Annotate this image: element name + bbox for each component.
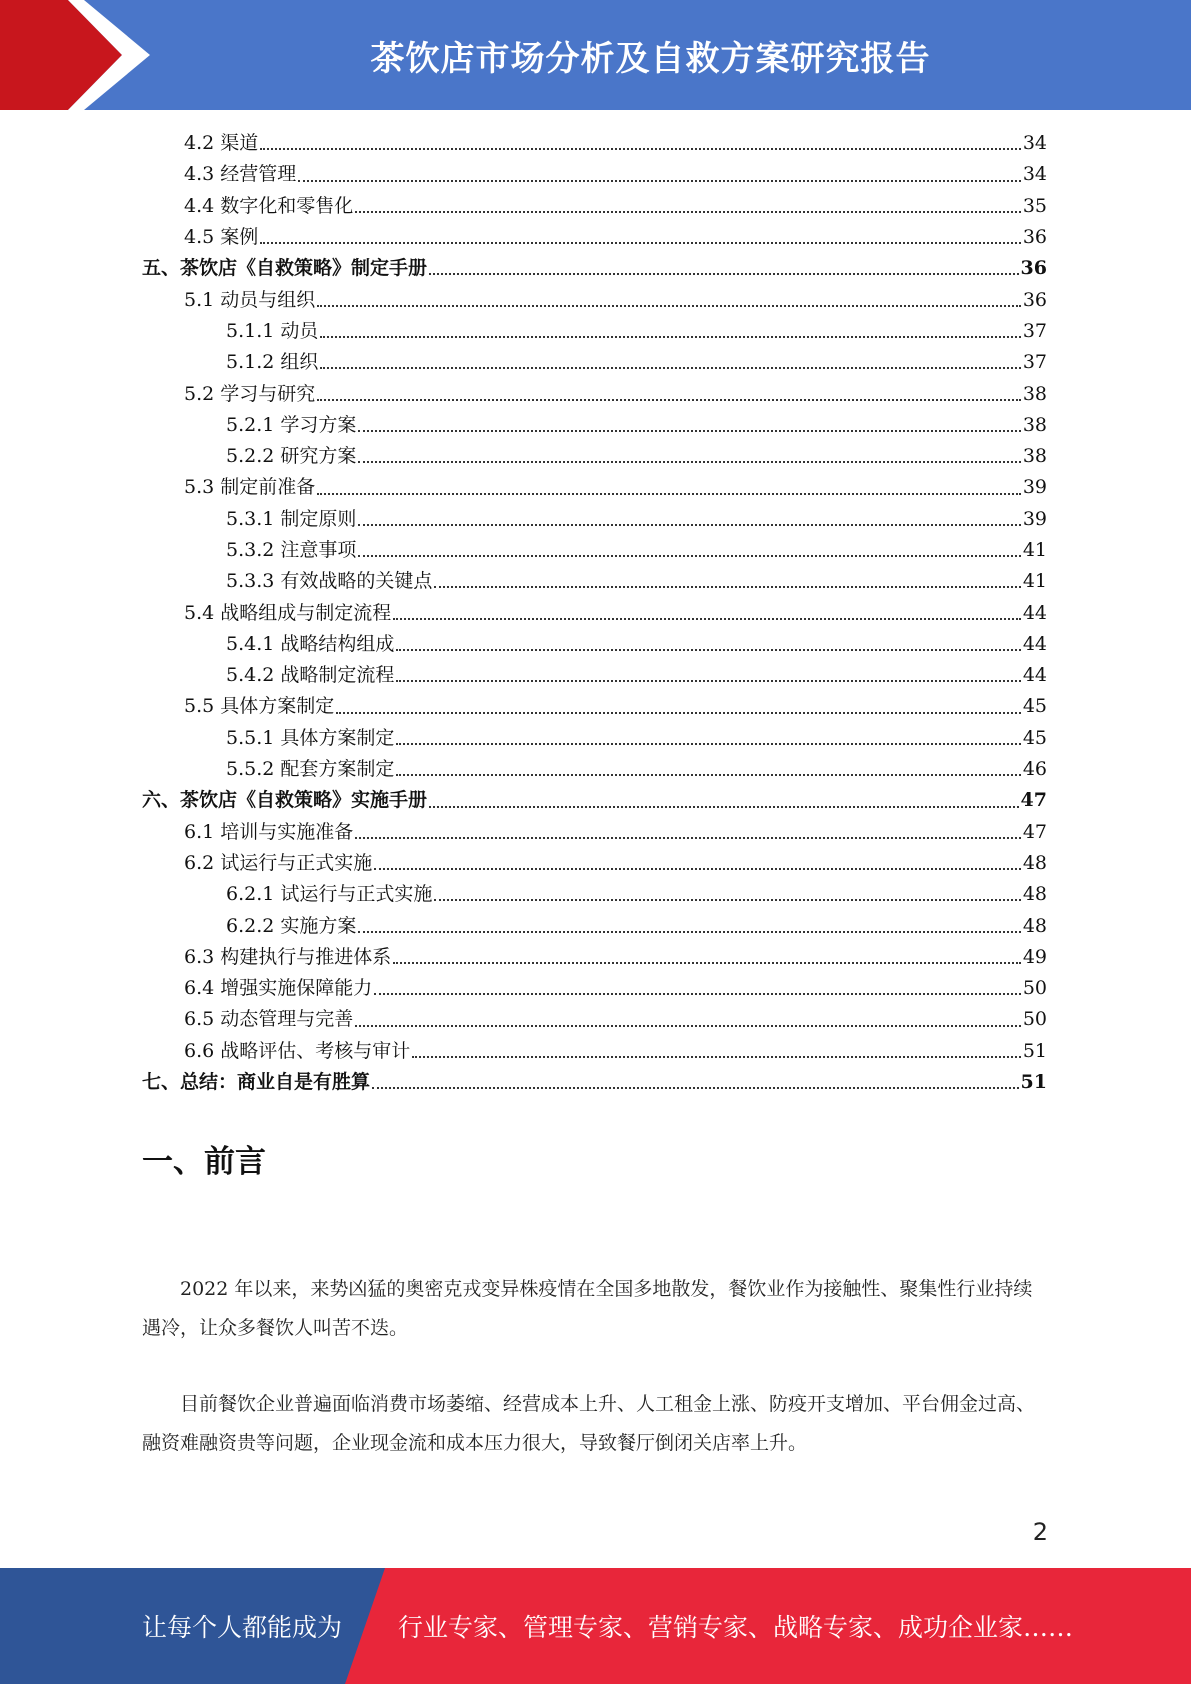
toc-entry-page: 45 [1022,695,1047,718]
toc-entry-label: 5.5 具体方案制定 [184,695,335,718]
toc-entry-label: 5.3 制定前准备 [184,476,316,499]
toc-entry-page: 46 [1022,758,1047,781]
section-heading: 一、前言 [142,1144,266,1180]
toc-entry[interactable] [142,754,1047,785]
toc-dot-leader [317,493,1021,495]
toc-entry-page: 36 [1022,288,1047,311]
toc-entry-label: 4.4 数字化和零售化 [184,194,354,217]
toc-entry[interactable] [142,973,1047,1004]
toc-entry[interactable] [142,848,1047,879]
toc-entry-label: 5.2.1 学习方案 [226,413,357,436]
toc-entry-label: 4.3 经营管理 [184,163,297,186]
toc-entry-label: 五、茶饮店《自救策略》制定手册 [142,257,428,280]
toc-entry[interactable] [142,378,1047,409]
toc-dot-leader [396,743,1020,745]
toc-entry-page: 39 [1022,507,1047,530]
toc-entry[interactable] [142,191,1047,222]
toc-entry-page: 39 [1022,476,1047,499]
toc-entry-page: 51 [1022,1039,1047,1062]
toc-entry-label: 6.2 试运行与正式实施 [184,851,373,874]
toc-entry[interactable] [142,723,1047,754]
toc-entry[interactable] [142,629,1047,660]
toc-entry[interactable] [142,910,1047,941]
header-arrow-decoration [0,0,150,110]
toc-dot-leader [320,336,1020,338]
toc-entry-page: 48 [1022,914,1047,937]
toc-entry-label: 4.5 案例 [184,226,259,249]
toc-entry[interactable] [142,691,1047,722]
toc-entry-page: 50 [1022,1008,1047,1031]
toc-dot-leader [396,680,1020,682]
toc-entry-label: 5.4 战略组成与制定流程 [184,601,392,624]
toc-dot-leader [355,837,1021,839]
toc-entry-page: 50 [1022,977,1047,1000]
toc-entry[interactable] [142,410,1047,441]
toc-entry[interactable] [142,535,1047,566]
toc-entry-label: 6.5 动态管理与完善 [184,1008,354,1031]
page-footer [0,1568,1191,1684]
toc-entry-page: 44 [1022,664,1047,687]
toc-entry-page: 44 [1022,601,1047,624]
toc-entry-label: 5.3.1 制定原则 [226,507,357,530]
toc-entry[interactable] [142,316,1047,347]
toc-dot-leader [393,962,1021,964]
toc-entry[interactable] [142,942,1047,973]
toc-entry-label: 6.2.2 实施方案 [226,914,357,937]
toc-entry-label: 5.2 学习与研究 [184,382,316,405]
toc-dot-leader [434,586,1020,588]
document-title: 茶饮店市场分析及自救方案研究报告 [370,38,931,79]
toc-entry-page: 49 [1022,945,1047,968]
toc-entry-page: 34 [1022,132,1047,155]
toc-entry-label: 5.5.2 配套方案制定 [226,758,395,781]
toc-entry-label: 5.4.2 战略制定流程 [226,664,395,687]
toc-dot-leader [434,899,1020,901]
toc-dot-leader [320,367,1020,369]
toc-entry-page: 41 [1022,539,1047,561]
toc-dot-leader [298,180,1021,182]
toc-entry-page: 36 [1022,226,1047,249]
toc-dot-leader [358,430,1020,432]
toc-dot-leader [429,273,1019,275]
toc-entry-page: 48 [1022,883,1047,906]
toc-dot-leader [336,712,1021,714]
toc-entry-page: 51 [1020,1071,1047,1094]
toc-entry-page: 36 [1020,257,1047,280]
toc-entry-page: 48 [1022,851,1047,874]
toc-entry[interactable] [142,597,1047,628]
toc-entry-label: 6.1 培训与实施准备 [184,820,354,843]
toc-entry[interactable] [142,660,1047,691]
toc-dot-leader [372,1087,1019,1089]
toc-entry-page: 38 [1022,413,1047,436]
toc-dot-leader [374,868,1021,870]
toc-entry[interactable] [142,785,1047,816]
body-paragraph-2: 目前餐饮企业普遍面临消费市场萎缩、经营成本上升、人工租金上涨、防疫开支增加、平台佣金过高、融资难融资贵等问题，企业现金流和成本压力很大，导致餐厅倒闭关店率上升。 [142,1393,1036,1454]
toc-entry-label: 5.1.1 动员 [226,319,319,342]
toc-dot-leader [374,993,1021,995]
toc-dot-leader [317,305,1021,307]
toc-entry-label: 4.2 渠道 [184,132,259,155]
toc-entry[interactable] [142,284,1047,315]
toc-entry-label: 6.4 增强实施保障能力 [184,977,373,1000]
toc-dot-leader [396,774,1020,776]
toc-entry[interactable] [142,1036,1047,1067]
toc-entry[interactable] [142,159,1047,190]
page-number: 2 [1032,1518,1048,1546]
toc-entry-page: 47 [1020,789,1047,812]
toc-entry-page: 45 [1022,726,1047,749]
toc-entry-label: 5.5.1 具体方案制定 [226,726,395,749]
footer-slogan-left: 让每个人都能成为 [142,1613,343,1642]
toc-entry[interactable] [142,222,1047,253]
toc-entry[interactable] [142,441,1047,472]
toc-entry-label: 5.1.2 组织 [226,351,319,374]
toc-entry-label: 5.3.2 注意事项 [226,539,357,561]
toc-entry-label: 六、茶饮店《自救策略》实施手册 [142,789,428,812]
toc-entry-page: 44 [1022,632,1047,655]
toc-entry-page: 41 [1022,570,1047,593]
toc-entry-label: 6.3 构建执行与推进体系 [184,945,392,968]
toc-entry-page: 35 [1022,194,1047,217]
toc-entry-page: 37 [1022,351,1047,374]
toc-entry-label: 5.3.3 有效战略的关键点 [226,570,433,593]
toc-entry-label: 5.1 动员与组织 [184,288,316,311]
toc-entry-page: 34 [1022,163,1047,186]
table-of-contents [142,128,1047,1098]
toc-entry[interactable] [142,347,1047,378]
footer-slogan-right: 行业专家、管理专家、营销专家、战略专家、成功企业家…… [398,1613,1074,1642]
toc-dot-leader [393,618,1021,620]
toc-entry[interactable] [142,504,1047,535]
toc-dot-leader [429,806,1019,808]
toc-entry-label: 5.2.2 研究方案 [226,445,357,468]
toc-dot-leader [358,555,1020,557]
toc-dot-leader [412,1056,1021,1058]
page-header [0,0,1191,110]
toc-entry-page: 37 [1022,319,1047,342]
toc-entry[interactable] [142,879,1047,910]
toc-entry[interactable] [142,817,1047,848]
toc-entry[interactable] [142,1004,1047,1035]
toc-entry-label: 5.4.1 战略结构组成 [226,632,395,655]
toc-entry-label: 七、总结：商业自是有胜算 [142,1071,371,1094]
toc-dot-leader [317,399,1021,401]
toc-entry-label: 6.6 战略评估、考核与审计 [184,1039,411,1062]
toc-dot-leader [260,242,1021,244]
toc-dot-leader [355,1025,1021,1027]
toc-dot-leader [260,148,1021,150]
toc-entry[interactable] [142,253,1047,284]
toc-dot-leader [396,649,1020,651]
toc-entry[interactable] [142,566,1047,597]
toc-entry[interactable] [142,128,1047,159]
toc-dot-leader [358,931,1020,933]
toc-entry[interactable] [142,1067,1047,1098]
toc-dot-leader [355,211,1021,213]
toc-entry-page: 38 [1022,445,1047,468]
toc-entry-label: 6.2.1 试运行与正式实施 [226,883,433,906]
toc-entry-page: 38 [1022,382,1047,405]
toc-entry[interactable] [142,472,1047,503]
toc-dot-leader [358,524,1020,526]
body-paragraph-1: 2022 年以来，来势凶猛的奥密克戎变异株疫情在全国多地散发，餐饮业作为接触性、聚集性行业持续遇冷，让众多餐饮人叫苦不迭。 [142,1278,1033,1339]
toc-dot-leader [358,461,1020,463]
toc-entry-page: 47 [1022,820,1047,843]
